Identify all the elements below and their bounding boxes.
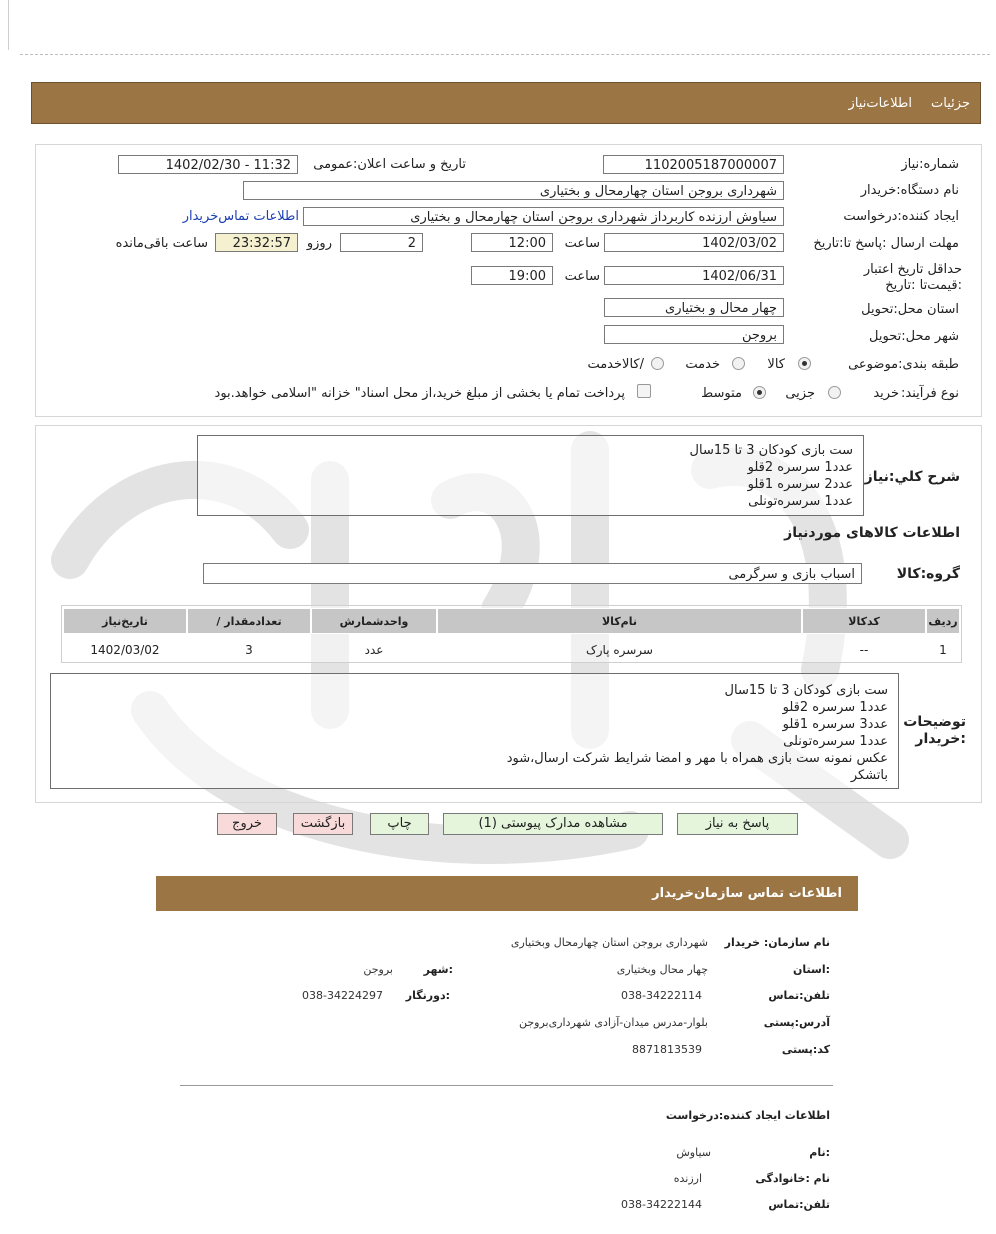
description-line: ست بازی کودکان 3 تا 15سال [724, 683, 888, 698]
need-number-label: شماره:نیاز [901, 157, 959, 172]
category-goods-service-radio[interactable] [651, 357, 664, 370]
table-cell-quantity: 3 [245, 643, 253, 657]
contact-header-bar [156, 876, 858, 911]
process-type-label: نوع فرآیند: [901, 386, 959, 401]
process-medium-label: متوسط [701, 386, 742, 401]
valid-hour-label: ساعت [564, 269, 600, 284]
col-header-name: نام‌کالا [437, 608, 802, 634]
treasury-payment-checkbox[interactable] [637, 384, 651, 398]
buyer-description-box [50, 673, 899, 789]
col-header-code: کدکالا [802, 608, 926, 634]
table-cell-unit: عدد [364, 643, 384, 657]
description-line: عکس نمونه ست بازی همراه با مهر و امضا شرایط شرکت ارسال،شود [506, 751, 888, 766]
process-partial-radio[interactable] [828, 386, 841, 399]
header-bar [31, 82, 981, 124]
goods-group-label: گروه:کالا [896, 566, 960, 582]
col-header-row-num: ردیف [926, 608, 960, 634]
summary-line: عدد1 سرسره 2قلو [747, 460, 853, 475]
valid-time-field[interactable]: 19:00 [471, 266, 553, 285]
contact-postal-value: 8871813539 [632, 1043, 702, 1056]
summary-line: عدد2 سرسره 1قلو [747, 477, 853, 492]
creator-name-value: سیاوش [676, 1146, 711, 1159]
contact-fax-label: :دورنگار [405, 989, 450, 1002]
remaining-time-field: 23:32:57 [215, 233, 298, 252]
back-button[interactable]: بازگشت [293, 813, 353, 835]
col-header-quantity: / تعدادمقدار [187, 608, 311, 634]
contact-province-value: چهار محال وبختیاری [616, 963, 708, 976]
creator-family-label: نام :خانوادگی [755, 1172, 830, 1185]
buyer-org-label: نام دستگاه:خریدار [860, 183, 959, 198]
goods-info-heading: اطلاعات کالاهای موردنیاز [784, 525, 960, 541]
summary-box [197, 435, 864, 516]
contact-title: اطلاعات تماس سازمان‌خریدار [652, 886, 842, 901]
contact-province-label: :استان [793, 963, 830, 976]
announce-datetime-label: تاریخ و ساعت اعلان:عمومی [313, 157, 466, 172]
exit-button[interactable]: خروج [217, 813, 277, 835]
creator-field[interactable]: سیاوش ارزنده کاربرداز شهرداری بروجن استان چهارمحال و بختیاری [303, 207, 784, 226]
contact-postal-label: کد:پستی [781, 1043, 830, 1056]
table-cell-name: سرسره پارک [586, 643, 653, 657]
table-cell-code: -- [859, 643, 869, 657]
creator-phone-label: تلفن:تماس [768, 1198, 830, 1211]
description-line: عدد1 سرسره‌تونلی [783, 734, 888, 749]
table-cell-row-num: 1 [939, 643, 947, 657]
reply-button[interactable]: پاسخ به نیاز [677, 813, 798, 835]
summary-line: ست بازی کودکان 3 تا 15سال [689, 443, 853, 458]
need-number-field[interactable]: 1102005187000007 [603, 155, 784, 174]
category-goods-service-label: /کالاخدمت [587, 357, 644, 372]
category-service-radio[interactable] [732, 357, 745, 370]
process-buy-label: خرید [873, 386, 899, 401]
deadline-hour-label: ساعت [564, 236, 600, 251]
creator-family-value: ارزنده [673, 1172, 702, 1185]
category-label: طبقه بندی:موضوعی [848, 357, 959, 372]
buyer-org-field[interactable]: شهرداری بروجن استان چهارمحال و بختیاری [243, 181, 784, 200]
creator-label: ایجاد کننده:درخواست [843, 209, 959, 224]
creator-info-title: اطلاعات ایجاد کننده:درخواست [665, 1109, 830, 1122]
category-service-label: خدمت [685, 357, 720, 372]
city-field[interactable]: بروجن [604, 325, 784, 344]
price-validity-label: حداقل تاریخ اعتبار :قیمت‌تا :تاریخ [863, 262, 962, 293]
description-line: عدد3 سرسره 1قلو [782, 717, 888, 732]
day-and-label: روزو [306, 236, 332, 251]
contact-city-value: بروجن [363, 963, 393, 976]
summary-label: شرح کلي:نیاز [864, 469, 960, 485]
process-partial-label: جزیی [785, 386, 815, 401]
contact-org-label: نام سازمان: خریدار [724, 936, 830, 949]
view-attachments-button[interactable]: مشاهده مدارک پیوستی (1) [443, 813, 663, 835]
treasury-payment-note: پرداخت تمام یا بخشی از مبلغ خرید،از محل اسناد" خزانه "اسلامی خواهد.بود [214, 386, 625, 401]
creator-phone-value: 038-34222144 [621, 1198, 702, 1211]
contact-fax-value: 038-34224297 [302, 989, 383, 1002]
col-header-date: تاریخ‌نیاز [63, 608, 187, 634]
contact-address-value: بلوار-مدرس میدان-آزادی شهرداری‌بروجن [519, 1016, 708, 1029]
announce-datetime-field[interactable]: 1402/02/30 - 11:32 [118, 155, 298, 174]
buyer-description-label: توضیحات :خریدار [903, 714, 966, 747]
table-cell-date: 1402/03/02 [90, 643, 160, 657]
print-button[interactable]: چاپ [370, 813, 429, 835]
top-dashed-divider [20, 54, 990, 55]
contact-phone-value: 038-34222114 [621, 989, 702, 1002]
days-field[interactable]: 2 [340, 233, 423, 252]
tab-need-info[interactable]: اطلاعات‌نیاز [848, 96, 912, 111]
col-header-unit: واحدشمارش [311, 608, 437, 634]
creator-name-label: :نام [809, 1146, 830, 1159]
deadline-time-field[interactable]: 12:00 [471, 233, 553, 252]
goods-group-field[interactable]: اسباب بازی و سرگرمی [203, 563, 862, 584]
contact-divider [180, 1085, 833, 1086]
valid-date-field[interactable]: 1402/06/31 [604, 266, 784, 285]
description-line: عدد1 سرسره 2قلو [782, 700, 888, 715]
remaining-label: ساعت باقی‌مانده [115, 236, 208, 251]
contact-phone-label: تلفن:تماس [768, 989, 830, 1002]
deadline-label: مهلت ارسال :پاسخ تا:تاریخ [813, 236, 959, 251]
province-label: استان محل:تحویل [861, 302, 959, 317]
contact-city-label: :شهر [423, 963, 453, 976]
province-field[interactable]: چهار محال و بختیاری [604, 298, 784, 317]
category-goods-radio[interactable] [798, 357, 811, 370]
deadline-date-field[interactable]: 1402/03/02 [604, 233, 784, 252]
tab-details[interactable]: جزئیات [931, 96, 970, 111]
contact-address-label: آدرس:پستی [763, 1016, 830, 1029]
summary-line: عدد1 سرسره‌تونلی [748, 494, 853, 509]
buyer-contact-link[interactable]: اطلاعات تماس‌خریدار [182, 209, 299, 224]
contact-org-value: شهرداری بروجن استان چهارمحال وبختیاری [510, 936, 708, 949]
process-medium-radio[interactable] [753, 386, 766, 399]
page-edge-line [8, 0, 9, 50]
city-label: شهر محل:تحویل [869, 329, 959, 344]
category-goods-label: کالا [767, 357, 785, 372]
description-line: باتشکر [850, 768, 888, 783]
